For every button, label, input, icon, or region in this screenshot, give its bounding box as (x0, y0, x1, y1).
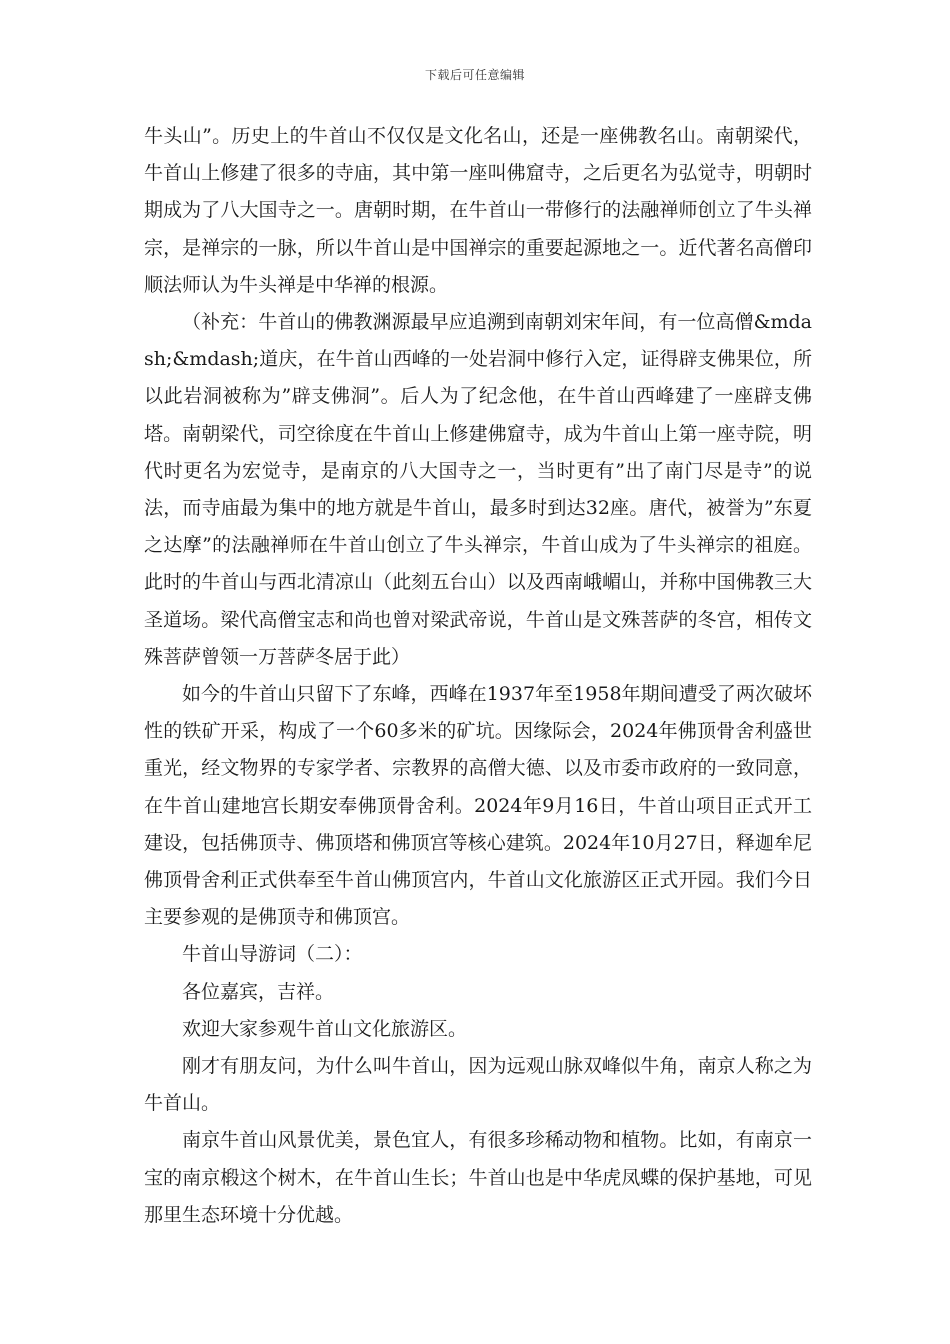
header-note: 下载后可任意编辑 (424, 68, 525, 82)
paragraph-scenery: 南京牛首山风景优美，景色宜人，有很多珍稀动物和植物。比如，有南京一宝的南京椴这个树木，在牛首山生长；牛首山也是中华虎凤蝶的保护基地，可见那里生态环境十分优越。 (144, 1129, 812, 1226)
paragraph-name-origin: 刚才有朋友问，为什么叫牛首山，因为远观山脉双峰似牛角，南京人称之为牛首山。 (144, 1055, 812, 1115)
section-heading-guide-two: 牛首山导游词（二）： (182, 943, 363, 966)
paragraph-present-day: 如今的牛首山只留下了东峰，西峰在1937年至1958年期间遭受了两次破坏性的铁矿开采，构成了一个60多米的矿坑。因缘际会，2024年佛顶骨舍利盛世重光，经文物界的专家学者、宗教界的高僧大德、以及市委市政府的一致同意，在牛首山建地宫长期安奉佛顶骨舍利。2024年9月16日，牛首山项目正式开工建设，包括佛顶寺、佛顶塔和佛顶宫等核心建筑。2024年10月27日，释迦牟尼佛顶骨舍利正式供奉至牛首山佛顶宫内，牛首山文化旅游区正式开园。我们今日主要参观的是佛顶寺和佛顶宫。 (144, 683, 812, 929)
paragraph-history: 牛头山”。历史上的牛首山不仅仅是文化名山，还是一座佛教名山。南朝梁代，牛首山上修建了很多的寺庙，其中第一座叫佛窟寺，之后更名为弘觉寺，明朝时期成为了八大国寺之一。唐朝时期，在牛首山一带修行的法融禅师创立了牛头禅宗，是禅宗的一脉，所以牛首山是中国禅宗的重要起源地之一。近代著名高僧印顺法师认为牛头禅是中华禅的根源。 (144, 125, 812, 296)
document-body (144, 118, 812, 1234)
paragraph-greeting: 各位嘉宾，吉祥。 (182, 980, 335, 1003)
paragraph-supplement: （补充：牛首山的佛教渊源最早应追溯到南朝刘宋年间，有一位高僧&mdash;&mdash;道庆，在牛首山西峰的一处岩洞中修行入定，证得辟支佛果位，所以此岩洞被称为”辟支佛洞”。后人为了纪念他，在牛首山西峰建了一座辟支佛塔。南朝梁代，司空徐度在牛首山上修建佛窟寺，成为牛首山上第一座寺院，明代时更名为宏觉寺，是南京的八大国寺之一，当时更有”出了南门尽是寺”的说法，而寺庙最为集中的地方就是牛首山，最多时到达32座。唐代，被誉为”东夏之达摩”的法融禅师在牛首山创立了牛头禅宗，牛首山成为了牛头禅宗的祖庭。此时的牛首山与西北清凉山（此刻五台山）以及西南峨嵋山，并称中国佛教三大圣道场。梁代高僧宝志和尚也曾对梁武帝说，牛首山是文殊菩萨的冬宫，相传文殊菩萨曾领一万菩萨冬居于此） (144, 311, 812, 668)
paragraph-welcome: 欢迎大家参观牛首山文化旅游区。 (182, 1017, 468, 1040)
